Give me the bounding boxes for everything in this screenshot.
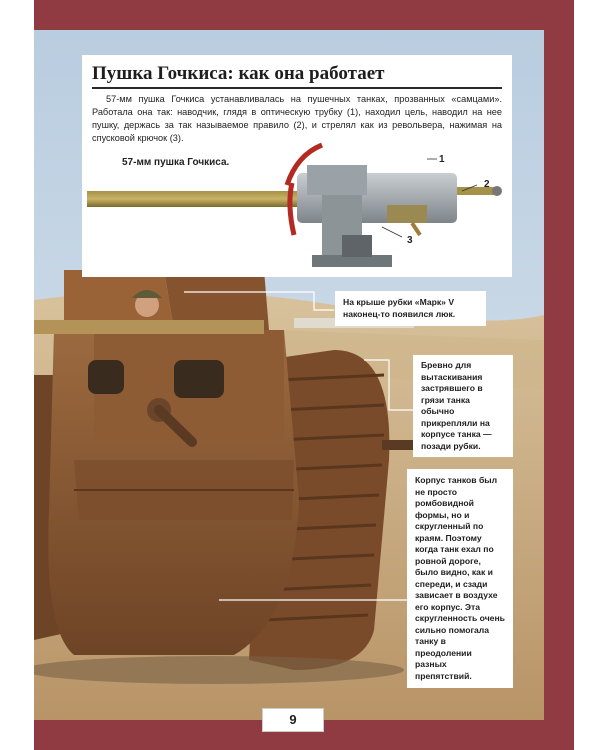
gun-label: 57-мм пушка Гочкиса. (122, 157, 230, 168)
callout-beam: Бревно для вытаскивания застрявшего в грязи танка обычно прикрепляли на корпусе танка — позади рубки. (413, 355, 513, 457)
label-optical-tube: 1 (439, 154, 445, 165)
gun-info-box (82, 55, 512, 277)
section-title: Пушка Гочкиса: как она работает (92, 63, 385, 84)
callout-hatch: На крыше рубки «Марк» V наконец-то появился люк. (335, 291, 486, 326)
gun-description: 57-мм пушка Гочкиса устанавливалась на пушечных танках, прозванных «самцами». Работала она так: наводчик, глядя в оптическую трубку (1), находил цель, наводил на нее пушку, держась за так называемое правило (2), и стрелял как из револьвера, нажимая на спусковой крючок (3). (92, 94, 502, 143)
page-number: 9 (262, 708, 324, 732)
title-rule (92, 87, 502, 89)
label-aiming-handle: 2 (484, 179, 490, 190)
label-trigger: 3 (407, 235, 413, 246)
gun-illustration (82, 135, 512, 275)
callout-hull: Корпус танков был не просто ромбовидной формы, но и скругленный по краям. Поэтому когда танк ехал по ровной дороге, было видно, как и спереди, и сзади зависает в воздухе его корпус. Эта скругленность очень сильно помогала танку в преодолении разных препятствий. (407, 469, 513, 688)
